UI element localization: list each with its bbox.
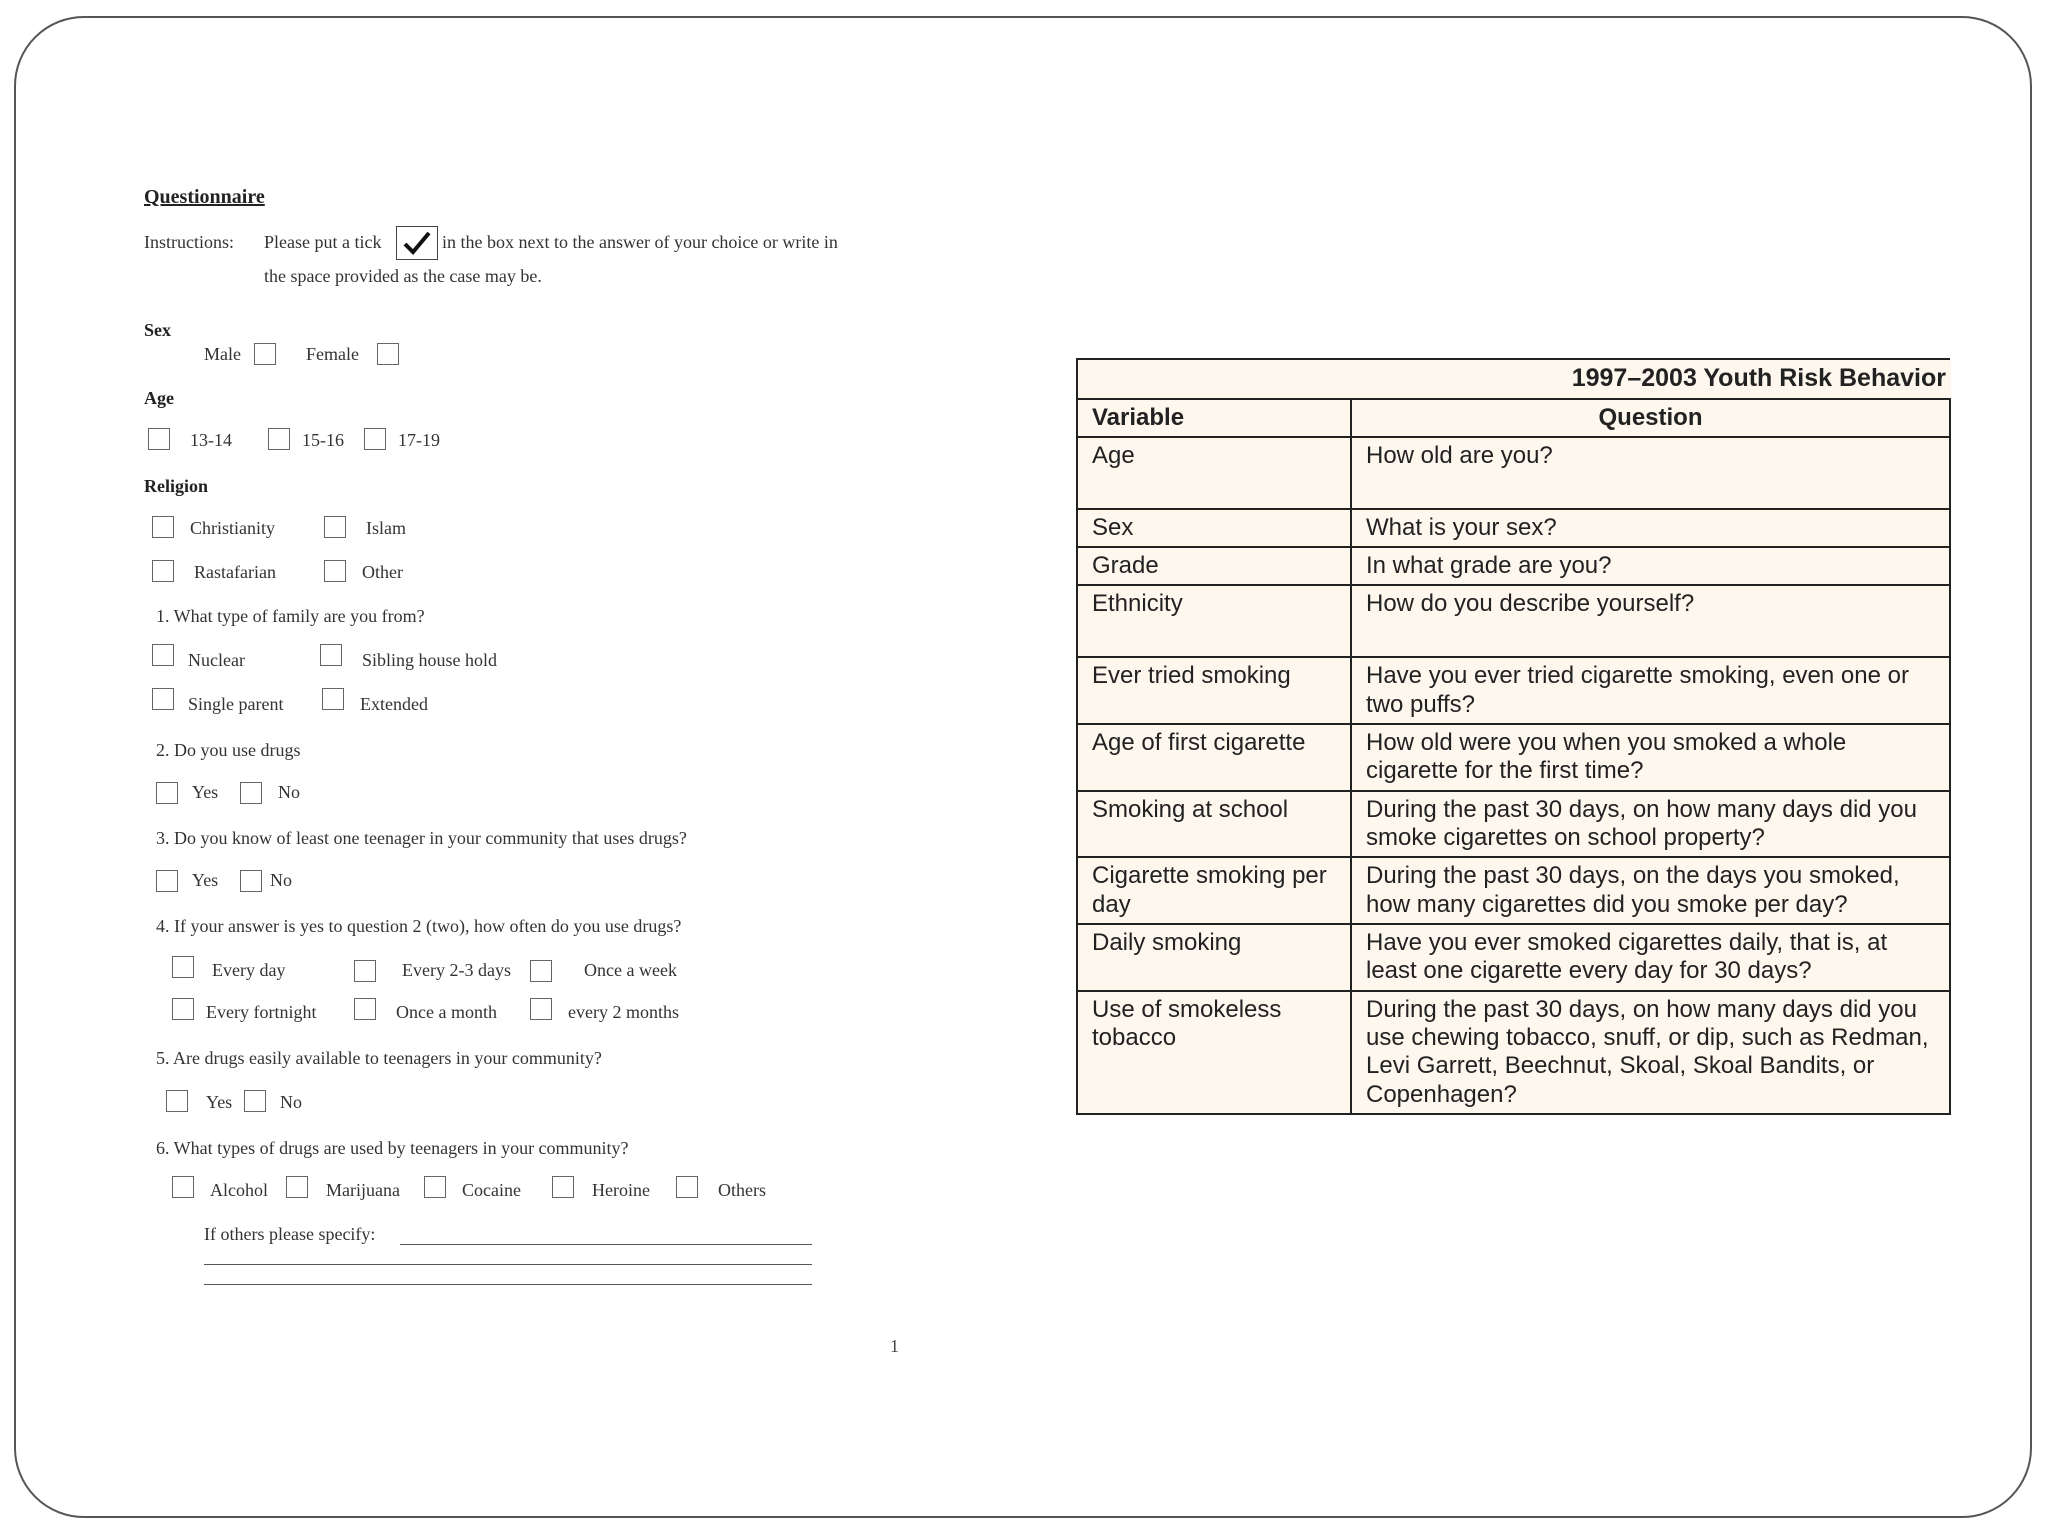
age-17-19-checkbox[interactable]: [364, 428, 386, 450]
tick-example-box: [396, 226, 438, 260]
specify-input-line-3[interactable]: [204, 1284, 812, 1285]
row-question: How old were you when you smoked a whole cigarette for the first time?: [1351, 724, 1950, 791]
freq-option-every-2-3-days: Every 2-3 days: [402, 960, 511, 980]
table-row: [1077, 991, 1950, 1114]
instructions-text-2: in the box next to the answer of your choice or write in: [442, 232, 838, 252]
specify-label: If others please specify:: [204, 1224, 376, 1244]
row-question: How old are you?: [1351, 437, 1950, 509]
question-1-text: 1. What type of family are you from?: [156, 606, 425, 626]
table-row: [1077, 585, 1950, 657]
row-variable: Smoking at school: [1077, 791, 1351, 858]
row-variable: Cigarette smoking per day: [1077, 857, 1351, 924]
table-row: [1077, 924, 1950, 991]
row-question: What is your sex?: [1351, 509, 1950, 547]
sex-option-female: Female: [306, 344, 359, 364]
drug-option-cocaine: Cocaine: [462, 1180, 521, 1200]
religion-rastafarian-checkbox[interactable]: [152, 560, 174, 582]
freq-every-fortnight-checkbox[interactable]: [172, 998, 194, 1020]
know-teen-yes-checkbox[interactable]: [156, 870, 178, 892]
know-teen-no-checkbox[interactable]: [240, 870, 262, 892]
sex-label: Sex: [144, 320, 171, 340]
table-row: [1077, 791, 1950, 858]
know-teen-option-yes: Yes: [192, 870, 219, 890]
question-6-text: 6. What types of drugs are used by teenagers in your community?: [156, 1138, 629, 1158]
row-question: During the past 30 days, on the days you smoked, how many cigarettes did you smoke per day?: [1351, 857, 1950, 924]
age-option-17-19: 17-19: [398, 430, 440, 450]
row-question: Have you ever smoked cigarettes daily, that is, at least one cigarette every day for 30 days?: [1351, 924, 1950, 991]
sex-option-male: Male: [204, 344, 241, 364]
question-2-text: 2. Do you use drugs: [156, 740, 301, 760]
row-variable: Ethnicity: [1077, 585, 1351, 657]
religion-other-checkbox[interactable]: [324, 560, 346, 582]
use-drugs-yes-checkbox[interactable]: [156, 782, 178, 804]
age-15-16-checkbox[interactable]: [268, 428, 290, 450]
family-extended-checkbox[interactable]: [322, 688, 344, 710]
family-sibling-checkbox[interactable]: [320, 644, 342, 666]
religion-christianity-checkbox[interactable]: [152, 516, 174, 538]
religion-islam-checkbox[interactable]: [324, 516, 346, 538]
drug-heroine-checkbox[interactable]: [552, 1176, 574, 1198]
drug-option-alcohol: Alcohol: [210, 1180, 268, 1200]
row-variable: Use of smokeless tobacco: [1077, 991, 1351, 1114]
drug-alcohol-checkbox[interactable]: [172, 1176, 194, 1198]
religion-option-christianity: Christianity: [190, 518, 275, 538]
family-nuclear-checkbox[interactable]: [152, 644, 174, 666]
drug-marijuana-checkbox[interactable]: [286, 1176, 308, 1198]
specify-input-line-1[interactable]: [400, 1244, 812, 1245]
age-13-14-checkbox[interactable]: [148, 428, 170, 450]
religion-option-rastafarian: Rastafarian: [194, 562, 276, 582]
row-variable: Age of first cigarette: [1077, 724, 1351, 791]
drug-option-others: Others: [718, 1180, 766, 1200]
instructions-label: Instructions:: [144, 232, 234, 252]
available-option-no: No: [280, 1092, 302, 1112]
family-option-nuclear: Nuclear: [188, 650, 245, 670]
row-variable: Age: [1077, 437, 1351, 509]
religion-option-other: Other: [362, 562, 403, 582]
available-yes-checkbox[interactable]: [166, 1090, 188, 1112]
table-caption: 1997–2003 Youth Risk Behavior: [1077, 359, 1950, 399]
row-question: In what grade are you?: [1351, 547, 1950, 585]
questionnaire-title: Questionnaire: [144, 186, 265, 208]
header-question: Question: [1351, 399, 1950, 437]
row-variable: Sex: [1077, 509, 1351, 547]
religion-label: Religion: [144, 476, 209, 496]
family-option-sibling: Sibling house hold: [362, 650, 498, 670]
question-4-text: 4. If your answer is yes to question 2 (two), how often do you use drugs?: [156, 916, 682, 936]
question-5-text: 5. Are drugs easily available to teenagers in your community?: [156, 1048, 602, 1068]
row-question: Have you ever tried cigarette smoking, even one or two puffs?: [1351, 657, 1950, 724]
use-drugs-no-checkbox[interactable]: [240, 782, 262, 804]
table-row: [1077, 657, 1950, 724]
drug-option-marijuana: Marijuana: [326, 1180, 400, 1200]
row-variable: Daily smoking: [1077, 924, 1351, 991]
use-drugs-option-yes: Yes: [192, 782, 219, 802]
age-option-13-14: 13-14: [190, 430, 232, 450]
drug-others-checkbox[interactable]: [676, 1176, 698, 1198]
freq-once-a-week-checkbox[interactable]: [530, 960, 552, 982]
page-number: 1: [890, 1336, 899, 1356]
know-teen-option-no: No: [270, 870, 292, 890]
freq-option-once-a-week: Once a week: [584, 960, 677, 980]
specify-input-line-2[interactable]: [204, 1264, 812, 1265]
table-row: [1077, 437, 1950, 509]
row-question: During the past 30 days, on how many days did you smoke cigarettes on school property?: [1351, 791, 1950, 858]
freq-every-2-3-days-checkbox[interactable]: [354, 960, 376, 982]
age-label: Age: [144, 388, 174, 408]
age-option-15-16: 15-16: [302, 430, 344, 450]
available-no-checkbox[interactable]: [244, 1090, 266, 1112]
table-row: [1077, 509, 1950, 547]
freq-option-every-day: Every day: [212, 960, 286, 980]
sex-female-checkbox[interactable]: [377, 343, 399, 365]
freq-option-every-2-months: every 2 months: [568, 1002, 679, 1022]
row-variable: Ever tried smoking: [1077, 657, 1351, 724]
freq-once-a-month-checkbox[interactable]: [354, 998, 376, 1020]
available-option-yes: Yes: [206, 1092, 233, 1112]
freq-every-2-months-checkbox[interactable]: [530, 998, 552, 1020]
table-row: [1077, 724, 1950, 791]
freq-option-every-fortnight: Every fortnight: [206, 1002, 317, 1022]
header-variable: Variable: [1077, 399, 1351, 437]
row-question: How do you describe yourself?: [1351, 585, 1950, 657]
freq-option-once-a-month: Once a month: [396, 1002, 497, 1022]
row-question: During the past 30 days, on how many days did you use chewing tobacco, snuff, or dip, such as Redman, Levi Garrett, Beechnut, Skoal, Skoal Bandits, or Copenhagen?: [1351, 991, 1950, 1114]
drug-cocaine-checkbox[interactable]: [424, 1176, 446, 1198]
question-3-text: 3. Do you know of least one teenager in your community that uses drugs?: [156, 828, 687, 848]
family-single-parent-checkbox[interactable]: [152, 688, 174, 710]
table-row: [1077, 857, 1950, 924]
drug-option-heroine: Heroine: [592, 1180, 650, 1200]
freq-every-day-checkbox[interactable]: [172, 956, 194, 978]
use-drugs-option-no: No: [278, 782, 300, 802]
instructions-text-1: Please put a tick: [264, 232, 382, 252]
religion-option-islam: Islam: [366, 518, 406, 538]
checkmark-icon: [402, 230, 432, 256]
youth-risk-behavior-table: [1076, 358, 1951, 1115]
table-row: [1077, 547, 1950, 585]
row-variable: Grade: [1077, 547, 1351, 585]
family-option-extended: Extended: [360, 694, 428, 714]
sex-male-checkbox[interactable]: [254, 343, 276, 365]
family-option-single-parent: Single parent: [188, 694, 284, 714]
instructions-text-3: the space provided as the case may be.: [264, 266, 542, 286]
